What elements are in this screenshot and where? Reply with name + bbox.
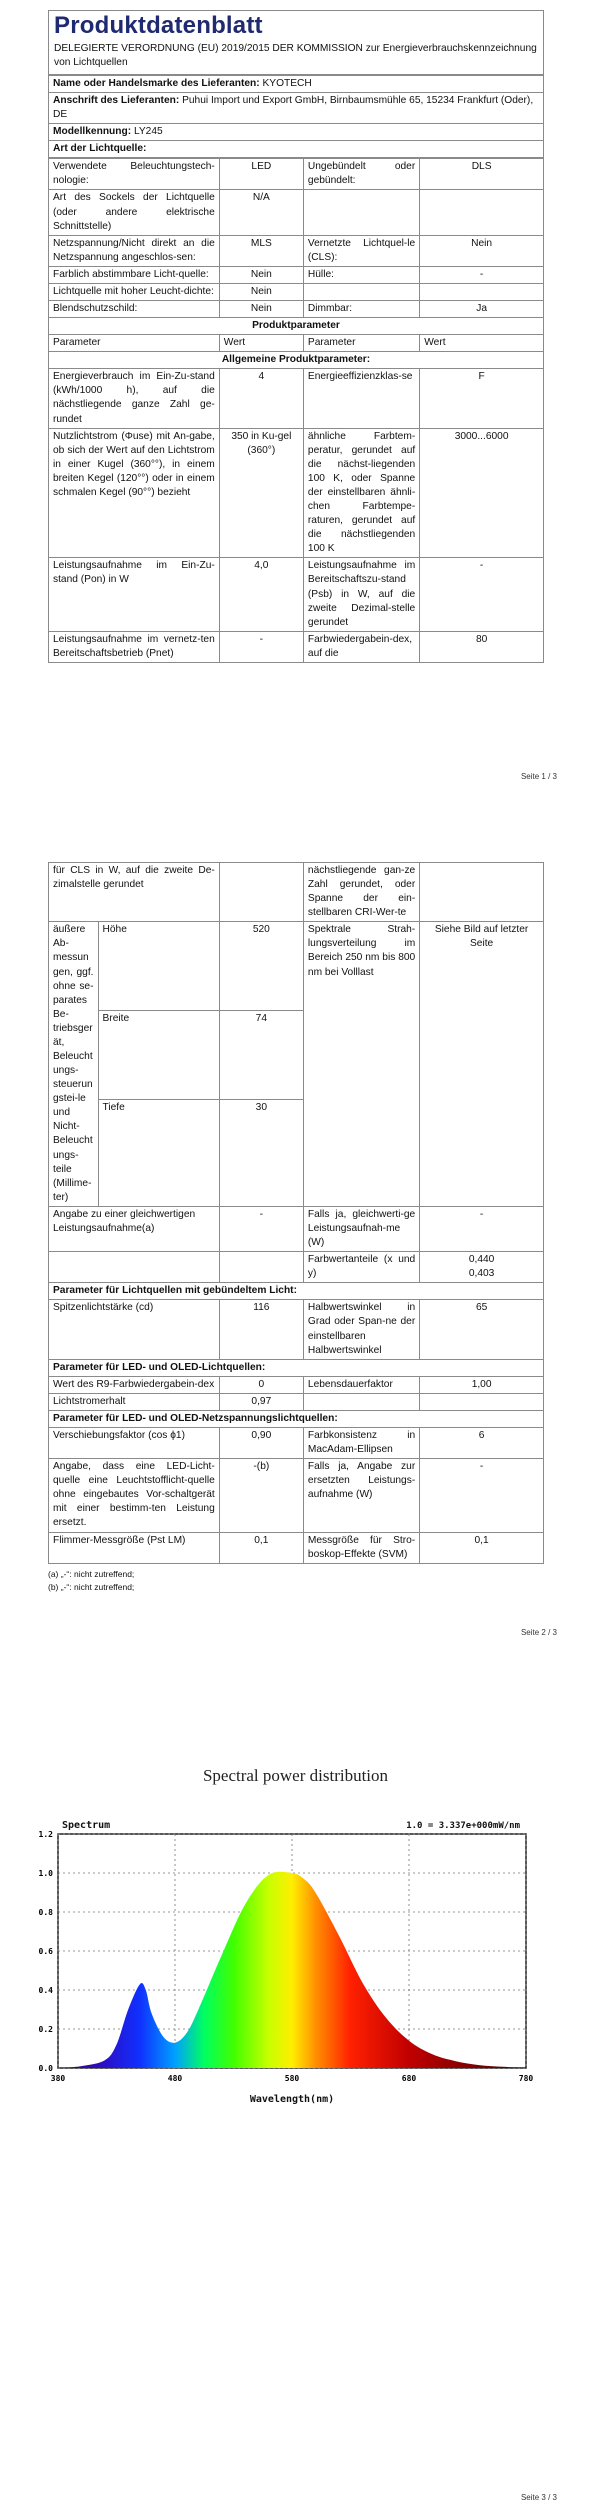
footnote-a: (a) „-“: nicht zutreffend;: [48, 1568, 135, 1579]
empty-cell: [303, 1393, 419, 1410]
general-row: [49, 558, 544, 631]
supplier-name-row: [49, 75, 544, 92]
scale-text: 1.0 = 3.337e+000mW/nm: [406, 1821, 520, 1831]
param-label: Verschiebungsfaktor (cos ϕ1): [49, 1427, 220, 1458]
param-label: Farbwiedergabein-dex, auf die: [303, 631, 419, 662]
param-label: Falls ja, Angabe zur ersetzten Leistungs-aufnahme (W): [303, 1459, 419, 1532]
param-value: 6: [420, 1427, 544, 1458]
param-label: Leistungsaufnahme im vernetz-ten Bereitschaftsbetrieb (Pnet): [49, 631, 220, 662]
type-row: [49, 235, 544, 266]
x-tick-label: 380: [50, 2074, 66, 2083]
page-2: [0, 820, 591, 1650]
chroma-y: 0,403: [468, 1268, 495, 1280]
param-label: Halbwertswinkel in Grad oder Span-ne der einstellbaren Halbwertswinkel: [303, 1300, 419, 1359]
param-value: 0,1: [420, 1532, 544, 1563]
y-tick-label: 0.2: [38, 2025, 53, 2034]
type-label: Farblich abstimmbare Licht-quelle:: [49, 266, 220, 283]
param-value: -: [420, 1459, 544, 1532]
param-label: Energieeffizienzklas-se: [303, 369, 419, 428]
param-label: ähnliche Farbtem-peratur, gerundet auf die nächst-liegenden 100 K, oder Spanne der einstellbaren ähnli-chen Farbtempe-raturen, gerundet auf die nächstliegenden 100 K: [303, 428, 419, 558]
type-label: Verwendete Beleuchtungstech-nologie:: [49, 159, 220, 190]
empty-cell: [420, 1393, 544, 1410]
params-table-continued: [48, 862, 544, 1564]
param-label: Lebensdauerfaktor: [303, 1376, 419, 1393]
address-value: Puhui Import und Export GmbH, Birnbaumsmühle 65, 15234 Frankfurt (Oder), DE: [53, 95, 534, 121]
type-value: [420, 190, 544, 235]
param-value: 4: [219, 369, 303, 428]
type-value: Nein: [219, 266, 303, 283]
param-value: 350 in Ku-gel (360°): [219, 428, 303, 558]
dimension-name: Breite: [98, 1011, 219, 1100]
param-value: 116: [219, 1300, 303, 1359]
param-value: -: [420, 558, 544, 631]
param-label: Flimmer-Messgröße (Pst LM): [49, 1532, 220, 1563]
y-axis-label: Spectrum: [62, 1820, 111, 1831]
param-label: Nutzlichtstrom (Φuse) mit An-gabe, ob sich der Wert auf den Lichtstrom in einer Kugel (360°°), in einem breiten Kegel (120°°) oder in einem schmalen Kegel (90°°) bezieht: [49, 428, 220, 558]
param-label: Spitzenlichtstärke (cd): [49, 1300, 220, 1359]
chroma-row: [49, 1252, 544, 1283]
dimension-name: Höhe: [98, 922, 219, 1011]
param-label: Farbkonsistenz in MacAdam-Ellipsen: [303, 1427, 419, 1458]
type-label: [303, 283, 419, 300]
directional-header: Parameter für Lichtquellen mit gebündeltem Licht:: [49, 1283, 544, 1300]
column-header-row: [49, 335, 544, 352]
param-label: Angabe, dass eine LED-Licht-quelle eine Leuchtstofflicht-quelle ohne eingebautes Vor-schaltgerät mit einer bestimm-ten Leistung ersetzt.: [49, 1459, 220, 1532]
param-value: 4,0: [219, 558, 303, 631]
address-label: Anschrift des Lieferanten:: [53, 95, 180, 106]
type-row: [49, 301, 544, 318]
param-value: [420, 863, 544, 922]
param-label: Energieverbrauch im Ein-Zu-stand (kWh/1000 h), auf die nächstliegende ganze Zahl ge-rundet: [49, 369, 220, 428]
page-3: [0, 1670, 591, 2510]
y-tick-label: 1.0: [38, 1869, 53, 1878]
x-tick-label: 680: [401, 2074, 417, 2083]
dimension-value: 520: [219, 922, 303, 1011]
light-type-header: Art der Lichtquelle:: [49, 141, 544, 158]
type-label: Hülle:: [303, 266, 419, 283]
led-row: [49, 1393, 544, 1410]
spectral-label: Spektrale Strah-lungsverteilung im Bereich 250 nm bis 800 nm bei Volllast: [303, 922, 419, 1207]
type-value: Nein: [219, 283, 303, 300]
spectral-chart: [0, 1808, 591, 2108]
x-tick-label: 580: [284, 2074, 300, 2083]
document-title: Produktdatenblatt: [54, 12, 263, 39]
dimension-name: Tiefe: [98, 1099, 219, 1206]
supplier-name: KYOTECH: [262, 77, 312, 89]
type-value: Nein: [219, 301, 303, 318]
datasheet-page-2: [48, 862, 544, 1595]
empty-cell: [219, 1252, 303, 1283]
type-label: Blendschutzschild:: [49, 301, 220, 318]
general-params-header: Allgemeine Produktparameter:: [49, 352, 544, 369]
param-value: F: [420, 369, 544, 428]
x-tick-label: 480: [167, 2074, 183, 2083]
mains-row: [49, 1459, 544, 1532]
dimension-value: 74: [219, 1011, 303, 1100]
dimension-value: 30: [219, 1099, 303, 1206]
x-axis-label: Wavelength(nm): [249, 2094, 335, 2105]
param-value: 3000...6000: [420, 428, 544, 558]
param-label: Leistungsaufnahme im Bereitschaftszu-stand (Psb) in W, auf die zweite Dezimal-stelle gerundet: [303, 558, 419, 631]
equiv-row: [49, 1206, 544, 1251]
param-label: für CLS in W, auf die zweite De-zimalstelle gerundet: [49, 863, 220, 922]
param-value: 65: [420, 1300, 544, 1359]
type-value: Nein: [420, 235, 544, 266]
col-header-value: Wert: [420, 335, 544, 352]
param-label: Messgröße für Stro-boskop-Effekte (SVM): [303, 1532, 419, 1563]
col-header-parameter: Parameter: [303, 335, 419, 352]
param-value: [219, 863, 303, 922]
mains-row: [49, 1532, 544, 1563]
y-tick-label: 0.4: [38, 1986, 53, 1995]
type-row: [49, 159, 544, 190]
type-label: Art des Sockels der Lichtquelle (oder andere elektrische Schnittstelle): [49, 190, 220, 235]
dimensions-row: [49, 922, 544, 1011]
supplier-table: [48, 75, 544, 158]
param-value: 0: [219, 1376, 303, 1393]
mains-row: [49, 1427, 544, 1458]
param-label: Leistungsaufnahme im Ein-Zu-stand (Pon) in W: [49, 558, 220, 631]
footnote-b: (b) „-“: nicht zutreffend;: [48, 1582, 135, 1593]
continued-row: [49, 863, 544, 922]
param-label: Lichtstromerhalt: [49, 1393, 220, 1410]
type-value: N/A: [219, 190, 303, 235]
datasheet-page-1: [48, 10, 544, 663]
type-value: DLS: [420, 159, 544, 190]
param-value: 0,90: [219, 1427, 303, 1458]
page-number: Seite 2 / 3: [520, 1628, 557, 1637]
type-label: Ungebündelt oder gebündelt:: [303, 159, 419, 190]
product-params-header: Produktparameter: [49, 318, 544, 335]
page-1: [0, 0, 591, 790]
param-value: -: [219, 1206, 303, 1251]
param-label: Falls ja, gleichwerti-ge Leistungsaufnah-me (W): [303, 1206, 419, 1251]
model-row: [49, 124, 544, 141]
param-value: -: [420, 1206, 544, 1251]
model-label: Modellkennung:: [53, 126, 132, 138]
directional-row: [49, 1300, 544, 1359]
led-row: [49, 1376, 544, 1393]
y-tick-label: 0.6: [38, 1947, 53, 1956]
type-row: [49, 190, 544, 235]
param-value: 80: [420, 631, 544, 662]
y-tick-label: 1.2: [38, 1830, 53, 1839]
y-tick-label: 0.8: [38, 1908, 53, 1917]
page-number: Seite 1 / 3: [520, 772, 557, 781]
dimensions-label: äußere Ab-messungen, ggf. ohne se-parates Be-triebsgerät, Beleuchtungs-steuerungstei-le und Nicht-Beleuchtungs-teile (Millime-ter): [49, 922, 99, 1207]
led-header: Parameter für LED- und OLED-Lichtquellen:: [49, 1359, 544, 1376]
type-row: [49, 266, 544, 283]
type-label: [303, 190, 419, 235]
chroma-values: [420, 1252, 544, 1283]
type-label: Vernetzte Lichtquel-le (CLS):: [303, 235, 419, 266]
param-value: 0,97: [219, 1393, 303, 1410]
chroma-x: 0,440: [468, 1254, 495, 1266]
empty-cell: [49, 1252, 220, 1283]
type-label: Netzspannung/Nicht direkt an die Netzspannung angeschlos-sen:: [49, 235, 220, 266]
page-number: Seite 3 / 3: [520, 2493, 557, 2502]
type-value: Ja: [420, 301, 544, 318]
param-label: Wert des R9-Farbwiedergabein-dex: [49, 1376, 220, 1393]
address-row: [49, 93, 544, 124]
col-header-parameter: Parameter: [49, 335, 220, 352]
type-value: [420, 283, 544, 300]
type-label: Dimmbar:: [303, 301, 419, 318]
type-value: LED: [219, 159, 303, 190]
param-value: -: [219, 631, 303, 662]
light-type-table: [48, 158, 544, 663]
type-row: [49, 283, 544, 300]
param-value: -(b): [219, 1459, 303, 1532]
title-block: [48, 10, 544, 75]
general-row: [49, 631, 544, 662]
param-label: Farbwertanteile (x und y): [303, 1252, 419, 1283]
general-row: [49, 428, 544, 558]
y-tick-label: 0.0: [38, 2064, 53, 2073]
type-value: MLS: [219, 235, 303, 266]
x-tick-label: 780: [518, 2074, 534, 2083]
param-label: Angabe zu einer gleichwertigen Leistungsaufnahme(a): [49, 1206, 220, 1251]
mains-header: Parameter für LED- und OLED-Netzspannungslichtquellen:: [49, 1410, 544, 1427]
col-header-value: Wert: [219, 335, 303, 352]
chart-title: Spectral power distribution: [202, 1766, 389, 1785]
spectral-value: Siehe Bild auf letzter Seite: [420, 922, 544, 1207]
general-row: [49, 369, 544, 428]
regulation-subtitle: DELEGIERTE VERORDNUNG (EU) 2019/2015 DER KOMMISSION zur Energieverbrauchskennzeichnung von Lichtquellen: [54, 43, 537, 69]
param-value: 1,00: [420, 1376, 544, 1393]
param-label: nächstliegende gan-ze Zahl gerundet, oder Spanne der ein-stellbaren CRI-Wer-te: [303, 863, 419, 922]
supplier-name-label: Name oder Handelsmarke des Lieferanten:: [53, 77, 260, 89]
type-value: -: [420, 266, 544, 283]
model-value: LY245: [133, 126, 163, 138]
param-value: 0,1: [219, 1532, 303, 1563]
footnotes: [48, 1568, 544, 1595]
type-label: Lichtquelle mit hoher Leucht-dichte:: [49, 283, 220, 300]
